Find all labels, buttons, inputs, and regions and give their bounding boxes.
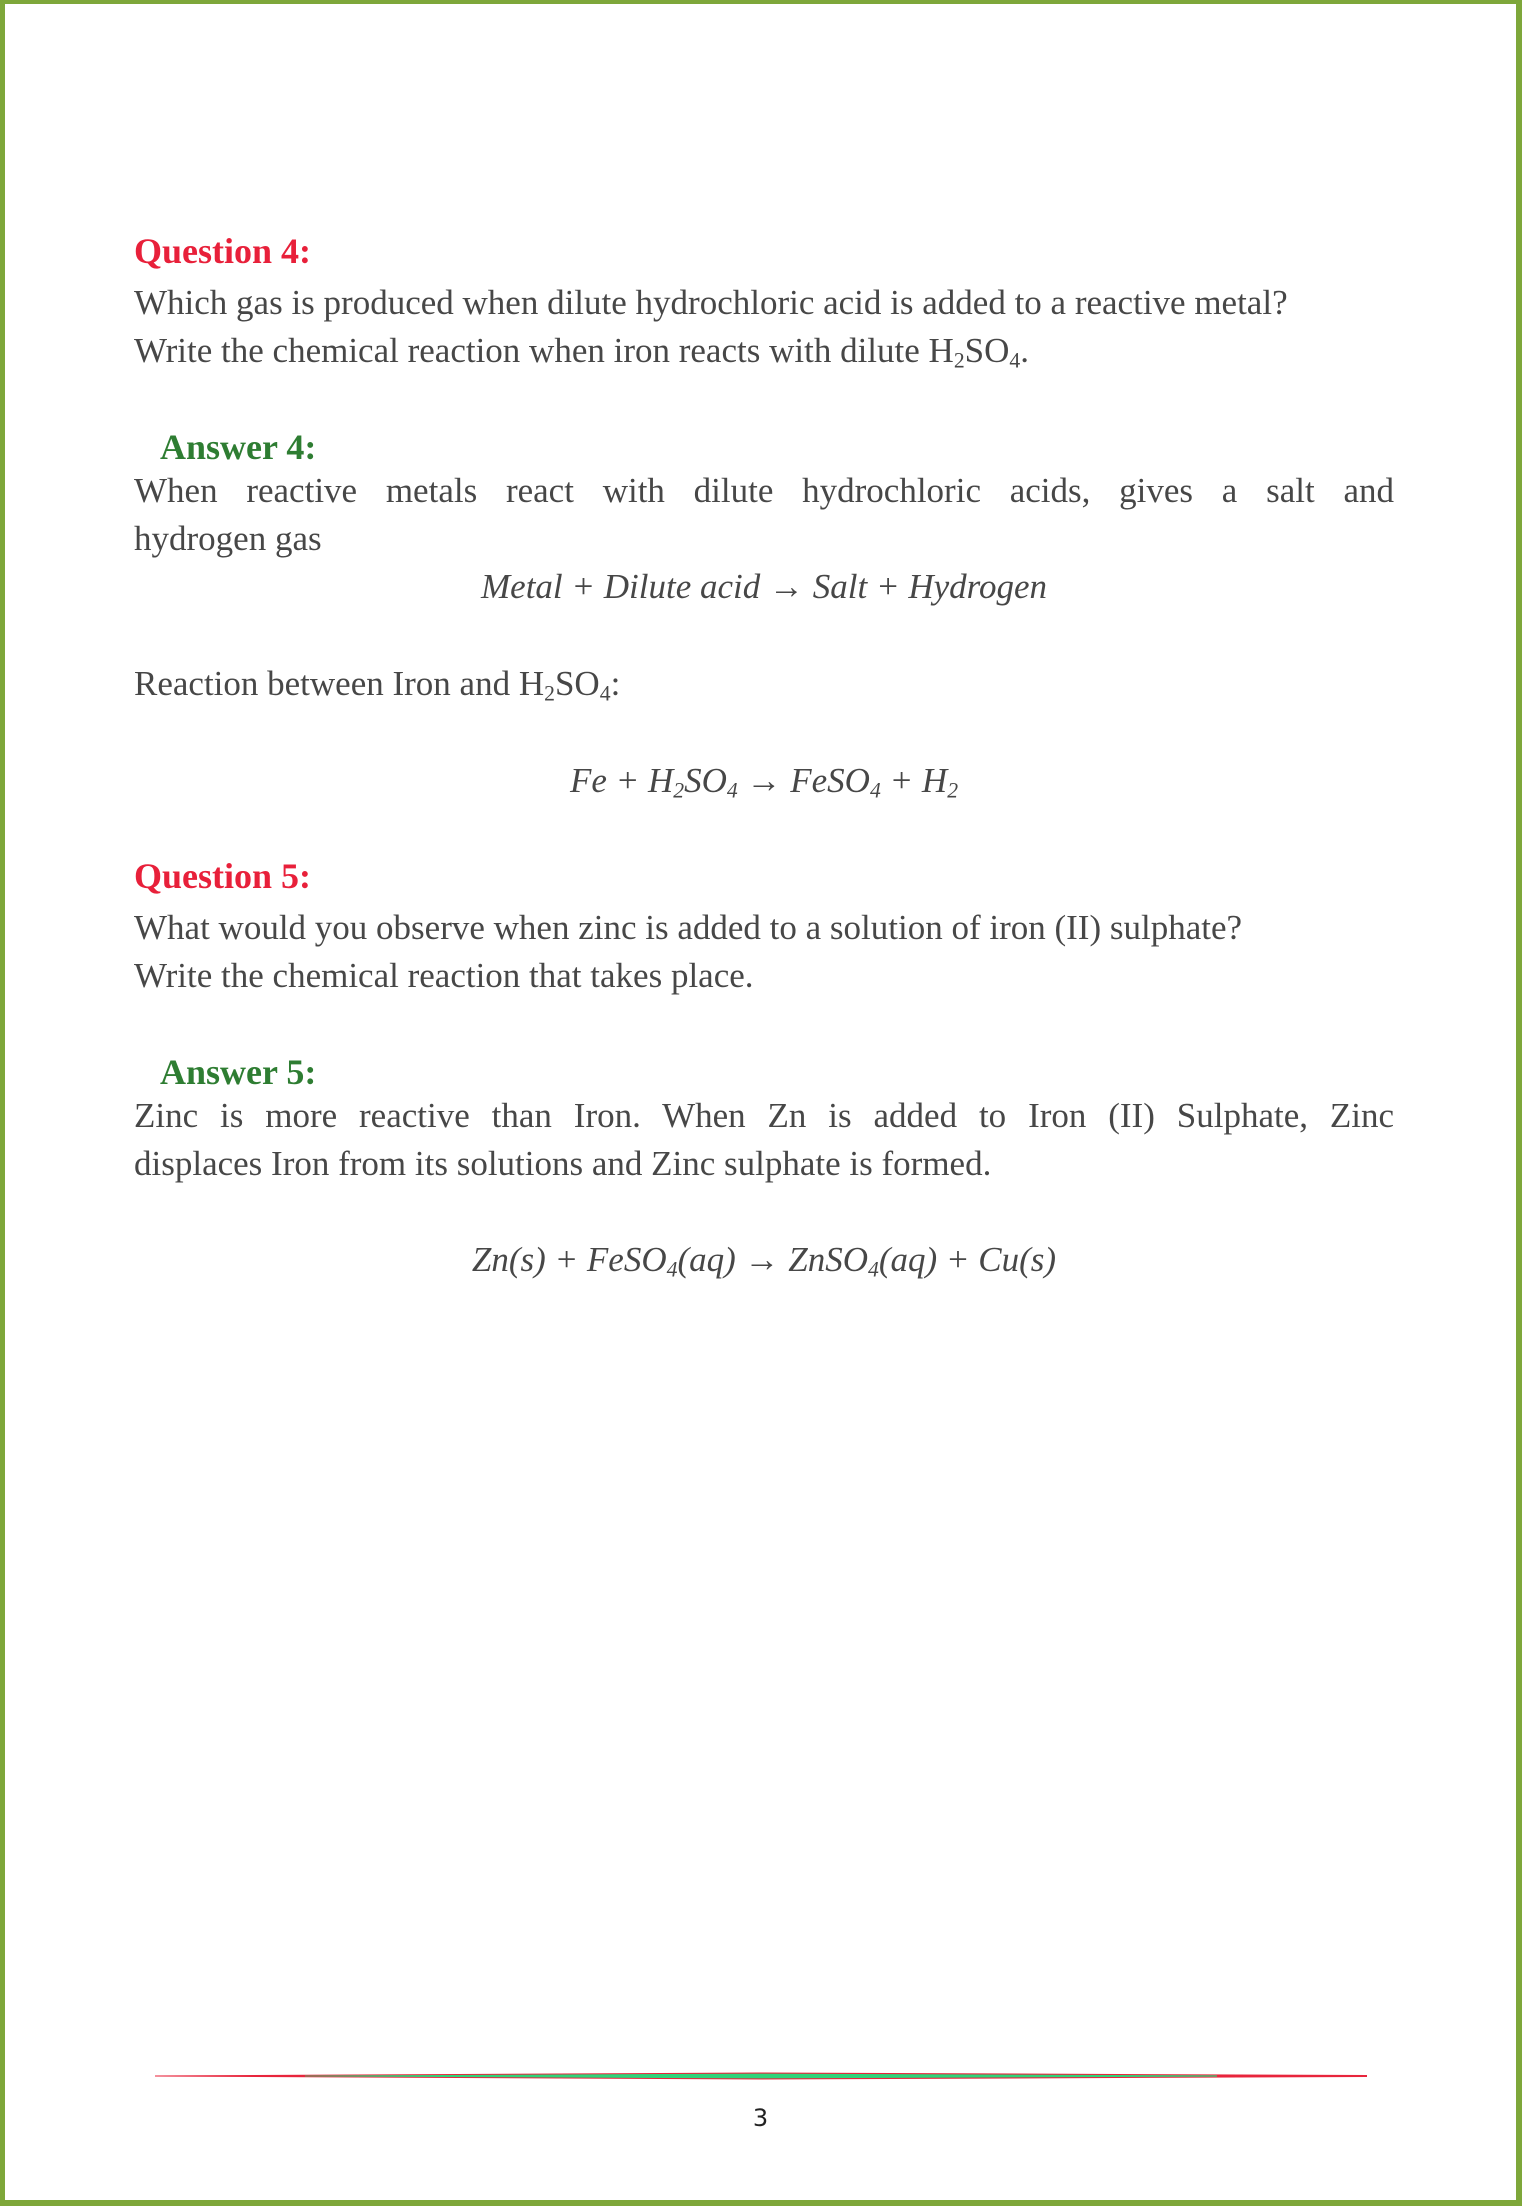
question-5-line-2: Write the chemical reaction that takes place. bbox=[134, 956, 754, 995]
question-4-heading: Question 4: bbox=[134, 231, 312, 271]
answer-5-heading: Answer 5: bbox=[160, 1052, 317, 1092]
zinc-iron-sulphate-equation: Zn(s) + FeSO$_4$(aq) → ZnSO$_4$(aq) + Cu(s) bbox=[471, 1240, 1057, 1282]
document-page bbox=[5, 4, 1516, 2200]
question-5-heading: Question 5: bbox=[134, 856, 312, 896]
answer-4-line-1: When reactive metals react with dilute hydrochloric acids, gives a salt and bbox=[134, 471, 1394, 510]
answer-4-line-2: hydrogen gas bbox=[134, 519, 322, 558]
reaction-label: Reaction between Iron and $H_2SO_4$: bbox=[134, 664, 621, 706]
answer-4-heading: Answer 4: bbox=[160, 427, 317, 467]
word-equation: Metal + Dilute acid → Salt + Hydrogen bbox=[481, 567, 1047, 606]
footer-divider bbox=[155, 2072, 1367, 2080]
question-4-line-2: Write the chemical reaction when iron reacts with dilute $H_2SO_4$. bbox=[134, 331, 1029, 373]
question-5-line-1: What would you observe when zinc is added to a solution of iron (II) sulphate? bbox=[134, 908, 1243, 947]
answer-5-line-1: Zinc is more reactive than Iron. When Zn is added to Iron (II) Sulphate, Zinc bbox=[134, 1096, 1394, 1135]
iron-sulphuric-equation: $Fe + H_2SO_4$ → FeSO$_4$ + $H_2$ bbox=[569, 761, 959, 803]
page-number: 3 bbox=[752, 2104, 769, 2132]
question-4-line-1: Which gas is produced when dilute hydrochloric acid is added to a reactive metal? bbox=[134, 283, 1288, 322]
answer-5-line-2: displaces Iron from its solutions and Zinc sulphate is formed. bbox=[134, 1144, 992, 1183]
